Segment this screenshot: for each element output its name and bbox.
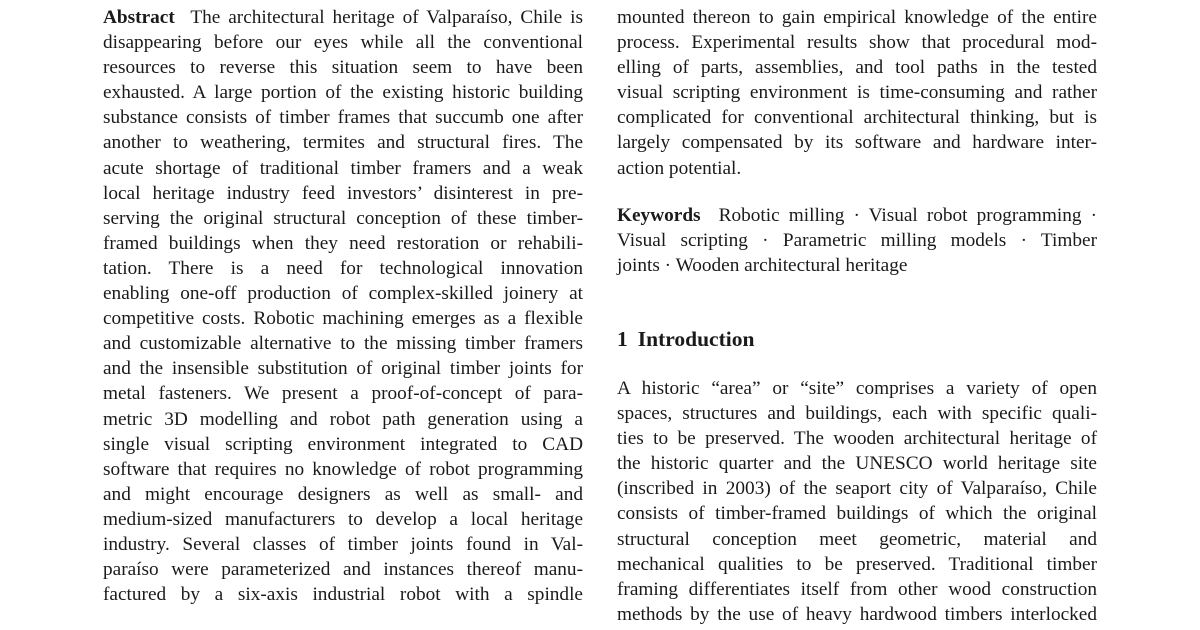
abstract-line: disappearing before our eyes while all the conventional: [103, 32, 583, 54]
intro-line: methods by the use of heavy hardwood timbers interlocked: [617, 603, 1097, 625]
abstract-line: competitive costs. Robotic machining emerges as a flexible: [103, 308, 583, 330]
abstract-line: local heritage industry feed investors’ disinterest in pre-: [103, 182, 583, 204]
section-title: Introduction: [637, 326, 755, 351]
abstract-line: resources to reverse this situation seem to have been: [103, 57, 583, 79]
abstract-column: [103, 5, 583, 607]
abstract-line: medium-sized manufacturers to develop a local heritage: [103, 508, 583, 530]
keywords-label: Keywords: [617, 204, 701, 226]
abstract-line: software that requires no knowledge of robot programming: [103, 458, 583, 480]
abstract-line: and might encourage designers as well as small- and: [103, 483, 583, 505]
abstract-line: industry. Several classes of timber joints found in Val-: [103, 533, 583, 555]
abstract-line: single visual scripting environment integrated to CAD: [103, 433, 583, 455]
abstract-line: substance consists of timber frames that succumb one after: [103, 107, 583, 129]
intro-line: the historic quarter and the UNESCO world heritage site: [617, 453, 1097, 475]
keywords-line: Visual scripting · Parametric milling models · Timber: [617, 229, 1097, 251]
keywords-line: Keywords Robotic milling · Visual robot programming ·: [617, 204, 1098, 226]
abstract-line: metal fasteners. We present a proof-of-concept of para-: [103, 383, 583, 405]
section-number: 1: [617, 326, 628, 351]
abstract-line: framed buildings when they need restoration or rehabili-: [103, 232, 583, 254]
keywords-line: joints · Wooden architectural heritage: [617, 254, 908, 276]
intro-line: framing differentiates itself from other wood construction: [617, 578, 1097, 600]
right-column: [617, 5, 1097, 627]
abstract-line: largely compensated by its software and hardware inter-: [617, 132, 1097, 154]
abstract-line: and customizable alternative to the missing timber framers: [103, 333, 583, 355]
section-heading: [617, 326, 1097, 352]
abstract-line: metric 3D modelling and robot path generation using a: [103, 408, 583, 430]
intro-line: mechanical qualities to be preserved. Traditional timber: [617, 553, 1097, 575]
intro-line: ties to be preserved. The wooden architectural heritage of: [617, 428, 1097, 450]
abstract-line: exhausted. A large portion of the existing historic building: [103, 82, 583, 104]
abstract-line: enabling one-off production of complex-skilled joinery at: [103, 283, 583, 305]
abstract-line: tation. There is a need for technological innovation: [103, 257, 583, 279]
abstract-line: another to weathering, termites and structural fires. The: [103, 132, 583, 154]
abstract-line: paraíso were parameterized and instances thereof manu-: [103, 559, 583, 581]
abstract-line: visual scripting environment is time-consuming and rather: [617, 82, 1097, 104]
intro-line: consists of timber-framed buildings of which the original: [617, 503, 1097, 525]
intro-line: A historic “area” or “site” comprises a variety of open: [617, 377, 1097, 399]
intro-line: (inscribed in 2003) of the seaport city of Valparaíso, Chile: [617, 478, 1097, 500]
abstract-line: and the insensible substitution of original timber joints for: [103, 358, 583, 380]
abstract-line: action potential.: [617, 157, 742, 179]
intro-line: spaces, structures and buildings, each with specific quali-: [617, 403, 1097, 425]
abstract-line: process. Experimental results show that procedural mod-: [617, 32, 1097, 54]
abstract-line: serving the original structural conception of these timber-: [103, 207, 583, 229]
abstract-line: factured by a six-axis industrial robot with a spindle: [103, 584, 583, 606]
intro-line: structural conception meet geometric, material and: [617, 528, 1097, 550]
abstract-line: mounted thereon to gain empirical knowledge of the entire: [617, 7, 1097, 28]
abstract-label: Abstract: [103, 7, 175, 28]
keywords-block: [617, 203, 1097, 278]
abstract-line: complicated for conventional architectural thinking, but is: [617, 107, 1097, 129]
abstract-line: Abstract The architectural heritage of Valparaíso, Chile is: [103, 7, 583, 28]
abstract-line: elling of parts, assemblies, and tool paths in the tested: [617, 57, 1097, 79]
abstract-line: acute shortage of traditional timber framers and a weak: [103, 157, 583, 179]
introduction-text: [617, 376, 1097, 627]
